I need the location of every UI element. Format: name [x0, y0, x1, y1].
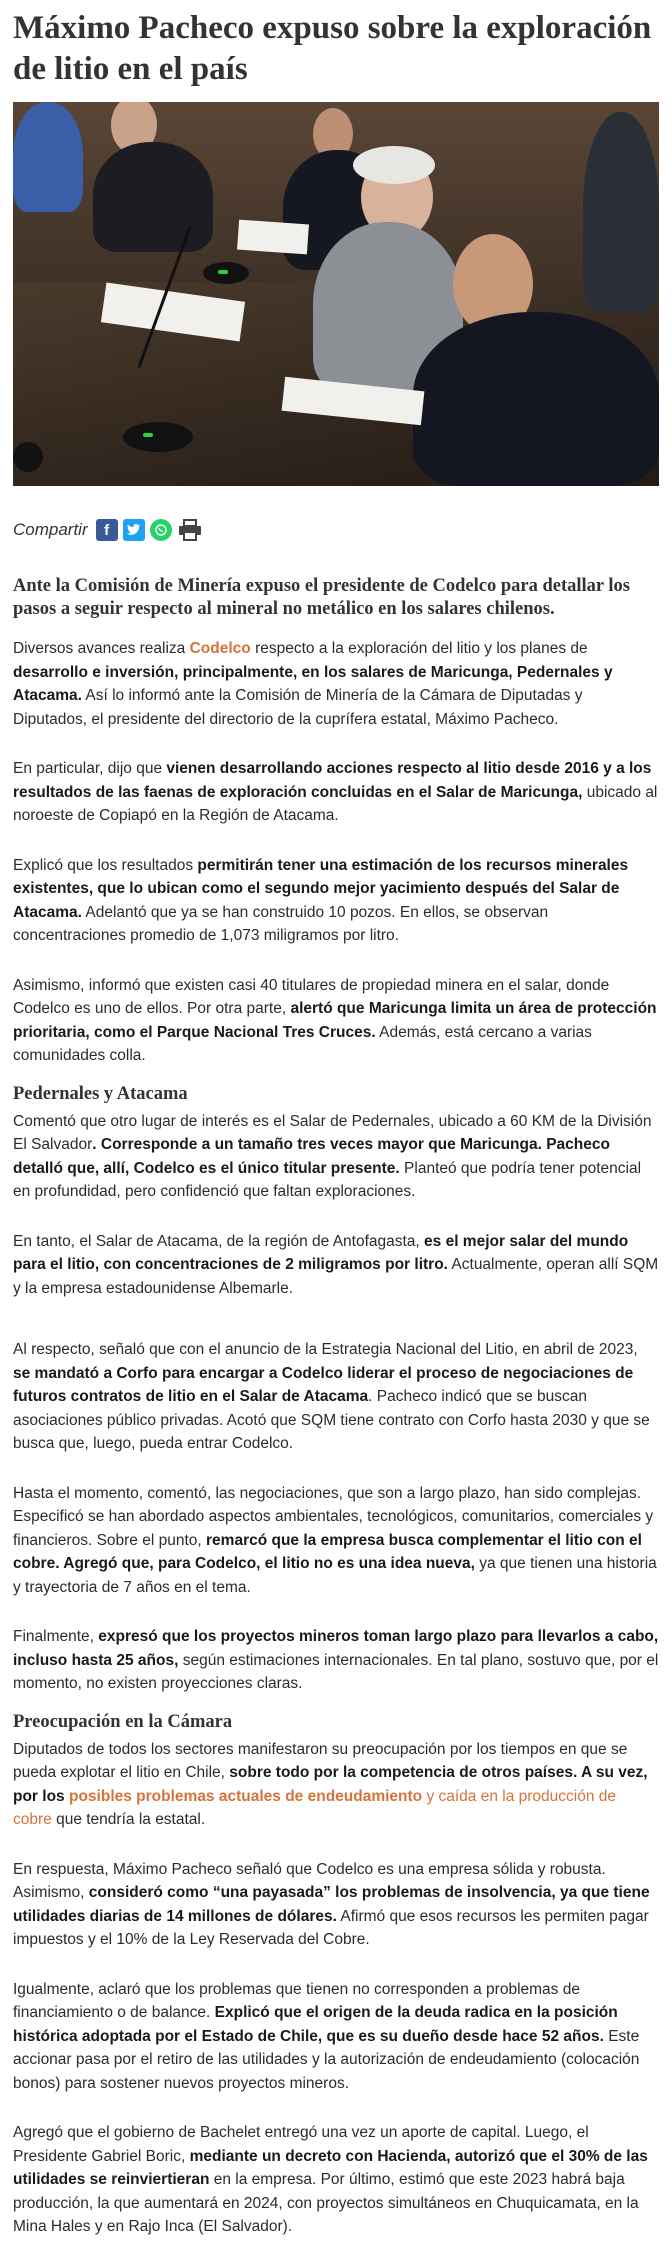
text-run: Afirmó que esos recursos les permiten pagar impuestos y el 10% de la Ley Reservada del Cobre. — [13, 1907, 649, 1948]
paragraph — [13, 637, 659, 731]
text-run: según estimaciones internacionales. En tal plano, sostuvo que, por el momento, no existen proyecciones claras. — [13, 1651, 659, 1692]
text-run: Asimismo, informó que existen casi 40 titulares de propiedad minera en el salar, donde Codelco es uno de ellos. Por otra parte, — [13, 976, 610, 1017]
share-label: Compartir — [13, 520, 88, 539]
text-run: Finalmente, — [13, 1628, 99, 1645]
text-run: Planteó que podría tener potencial en profundidad, pero confidenció que faltan exploraciones. — [13, 1159, 642, 1200]
paragraph — [13, 2121, 659, 2239]
text-run: Agregó que el gobierno de Bachelet entregó una vez un aporte de capital. Luego, el Presidente Gabriel Boric, — [13, 2124, 589, 2165]
paragraph — [13, 757, 659, 828]
spacer — [13, 1470, 659, 1482]
hero-mic-led — [143, 433, 153, 437]
spacer — [13, 2109, 659, 2121]
hero-person — [583, 112, 659, 312]
bold-text: Explicó que el origen de la deuda radica en la posición histórica adoptada por el Estado de Chile, que es su dueño desde hace 52 años. — [13, 2004, 618, 2045]
spacer — [13, 1613, 659, 1625]
hero-mic-base — [13, 442, 43, 472]
bold-text: se mandató a Corfo para encargar a Codelco liderar el proceso de negociaciones de futuros contratos de litio en el Salar de Atacama — [13, 1364, 634, 1405]
text-run: Diputados de todos los sectores manifestaron su preocupación por los tiempos en que se pueda explotar el litio en Chile, — [13, 1740, 628, 1781]
text-run: Adelantó que ya se han construido 10 pozos. En ellos, se observan concentraciones promedio de 1,073 miligramos por litro. — [13, 903, 549, 944]
inline-link-text: posibles problemas actuales de endeudamiento — [68, 1787, 423, 1805]
paragraph — [13, 1110, 659, 1204]
hero-paper — [237, 220, 309, 255]
bold-text: desarrollo e inversión, principalmente, en los salares de Maricunga, Pedernales y Atacama. — [13, 663, 613, 704]
whatsapp-icon[interactable] — [150, 519, 172, 541]
bold-text: es el mejor salar del mundo para el litio, con concentraciones de 2 miligramos por litro. — [13, 1232, 629, 1273]
text-run: en la empresa. Por último, estimó que este 2023 habrá baja producción, la que aumentará en 2024, con proyectos simultáneos en Chuquicamata, en la Mina Hales y en Rajo Inca (El Salvador). — [13, 2171, 639, 2235]
text-run: ya que tienen una historia y trayectoria de 7 años en el tema. — [13, 1555, 657, 1596]
hero-mic-led — [218, 270, 228, 274]
text-run: Además, está cercano a varias comunidades colla. — [13, 1023, 592, 1064]
section-heading: Pedernales y Atacama — [13, 1083, 188, 1104]
hero-person — [13, 102, 83, 212]
hero-person — [413, 312, 659, 486]
hero-person — [93, 142, 213, 252]
article-lead: Ante la Comisión de Minería expuso el presidente de Codelco para detallar los pasos a seguir respecto al mineral no metálico en los salares chilenos. — [13, 576, 630, 619]
bold-text: mediante un decreto con Hacienda, autorizó que el 30% de las utilidades se reinviertieran — [13, 2147, 648, 2188]
bold-text: sobre todo por la competencia de otros países. A su vez, por los — [13, 1764, 648, 1805]
paragraph — [13, 1738, 659, 1832]
text-run: respecto a la exploración del litio y los planes de — [250, 640, 588, 657]
share-bar — [13, 511, 659, 549]
bold-text: consideró como “una payasada” los problemas de insolvencia, ya que tiene utilidades diarias de 14 millones de dólares. — [13, 1884, 650, 1925]
spacer — [13, 745, 659, 757]
text-run: En particular, dijo que — [13, 760, 167, 777]
paragraph — [13, 974, 659, 1068]
spacer — [13, 1846, 659, 1858]
paragraph — [13, 1625, 659, 1696]
spacer — [13, 1314, 659, 1326]
spacer — [13, 962, 659, 974]
bold-text: alertó que Maricunga limita un área de protección prioritaria, como el Parque Nacional Tres Cruces. — [13, 1000, 657, 1041]
inline-link[interactable] — [69, 1788, 422, 1805]
hero-mic-base — [123, 422, 193, 452]
inline-link[interactable]: y caída en la producción de cobre — [13, 1787, 617, 1828]
bold-text: vienen desarrollando acciones respecto al litio desde 2016 y a los resultados de las faenas de exploración concluidas en el Salar de Maricunga, — [13, 760, 652, 801]
text-run: . Pacheco indicó que se buscan asociaciones público privadas. Acotó que SQM tiene contrato con Corfo hasta 2030 y que se busca que, luego, pueda entrar Codelco. — [13, 1388, 650, 1452]
facebook-icon[interactable]: f — [96, 519, 118, 541]
text-run: Igualmente, aclaró que los problemas que tienen no corresponden a problemas de financiamiento o de balance. — [13, 1980, 580, 2021]
paragraph — [13, 1858, 659, 1952]
paragraph — [13, 1978, 659, 2096]
text-run: ubicado al noroeste de Copiapó en la Región de Atacama. — [13, 783, 658, 824]
text-run: Diversos avances realiza — [13, 640, 190, 657]
text-run: Comentó que otro lugar de interés es el Salar de Pedernales, ubicado a 60 KM de la División El Salvador — [13, 1112, 652, 1153]
inline-link-text: Codelco — [189, 640, 251, 657]
bold-text: expresó que los proyectos mineros toman largo plazo para llevarlos a cabo, incluso hasta 25 años, — [13, 1628, 659, 1669]
paragraph — [13, 1482, 659, 1600]
paragraph — [13, 1338, 659, 1456]
spacer — [13, 1218, 659, 1230]
text-run: Hasta el momento, comentó, las negociaciones, que son a largo plazo, han sido complejas. Especificó se han abordado aspectos ambientales, tecnológicos, comunitarios, comerciales y financieros. Sobre el punto, — [13, 1484, 654, 1549]
hero-photo — [13, 102, 659, 486]
spacer — [13, 1326, 659, 1338]
section-heading: Preocupación en la Cámara — [13, 1711, 233, 1732]
text-run: Al respecto, señaló que con el anuncio de la Estrategia Nacional del Litio, en abril de 2023, — [13, 1341, 638, 1358]
paragraph — [13, 854, 659, 948]
twitter-icon[interactable] — [123, 519, 145, 541]
spacer — [13, 842, 659, 854]
bold-text: . Corresponde a un tamaño tres veces mayor que Maricunga. Pacheco detalló que, allí, Codelco es el único titular presente. — [13, 1136, 610, 1177]
text-run: Explicó que los resultados — [13, 856, 198, 874]
text-run: En tanto, el Salar de Atacama, de la región de Antofagasta, — [13, 1232, 425, 1250]
inline-link[interactable] — [190, 640, 251, 657]
spacer — [13, 1966, 659, 1978]
text-run: que tendría la estatal. — [51, 1811, 206, 1828]
print-icon[interactable] — [177, 519, 203, 541]
text-run: En respuesta, Máximo Pacheco señaló que Codelco es una empresa sólida y robusta. Asimismo, — [13, 1860, 606, 1901]
article-title: Máximo Pacheco expuso sobre la exploración de litio en el país — [13, 10, 652, 87]
paragraph — [13, 1230, 659, 1301]
hero-hair — [353, 146, 435, 184]
text-run: Este accionar pasa por el retiro de las utilidades y la autorización de endeudamiento (colocación bonos) para sostener nuevos proyectos mineros. — [13, 2027, 640, 2092]
bold-text: permitirán tener una estimación de los recursos minerales existentes, que lo ubican como el segundo mejor yacimiento después del Salar de Atacama. — [13, 856, 629, 921]
text-run: Así lo informó ante la Comisión de Minería de la Cámara de Diputadas y Diputados, el presidente del directorio de la cuprífera estatal, Máximo Pacheco. — [13, 687, 583, 728]
text-run: Actualmente, operan allí SQM y la empresa estadounidense Albemarle. — [13, 1256, 659, 1297]
bold-text: remarcó que la empresa busca complementar el litio con el cobre. Agregó que, para Codelco, el litio no es una idea nueva, — [13, 1531, 642, 1572]
